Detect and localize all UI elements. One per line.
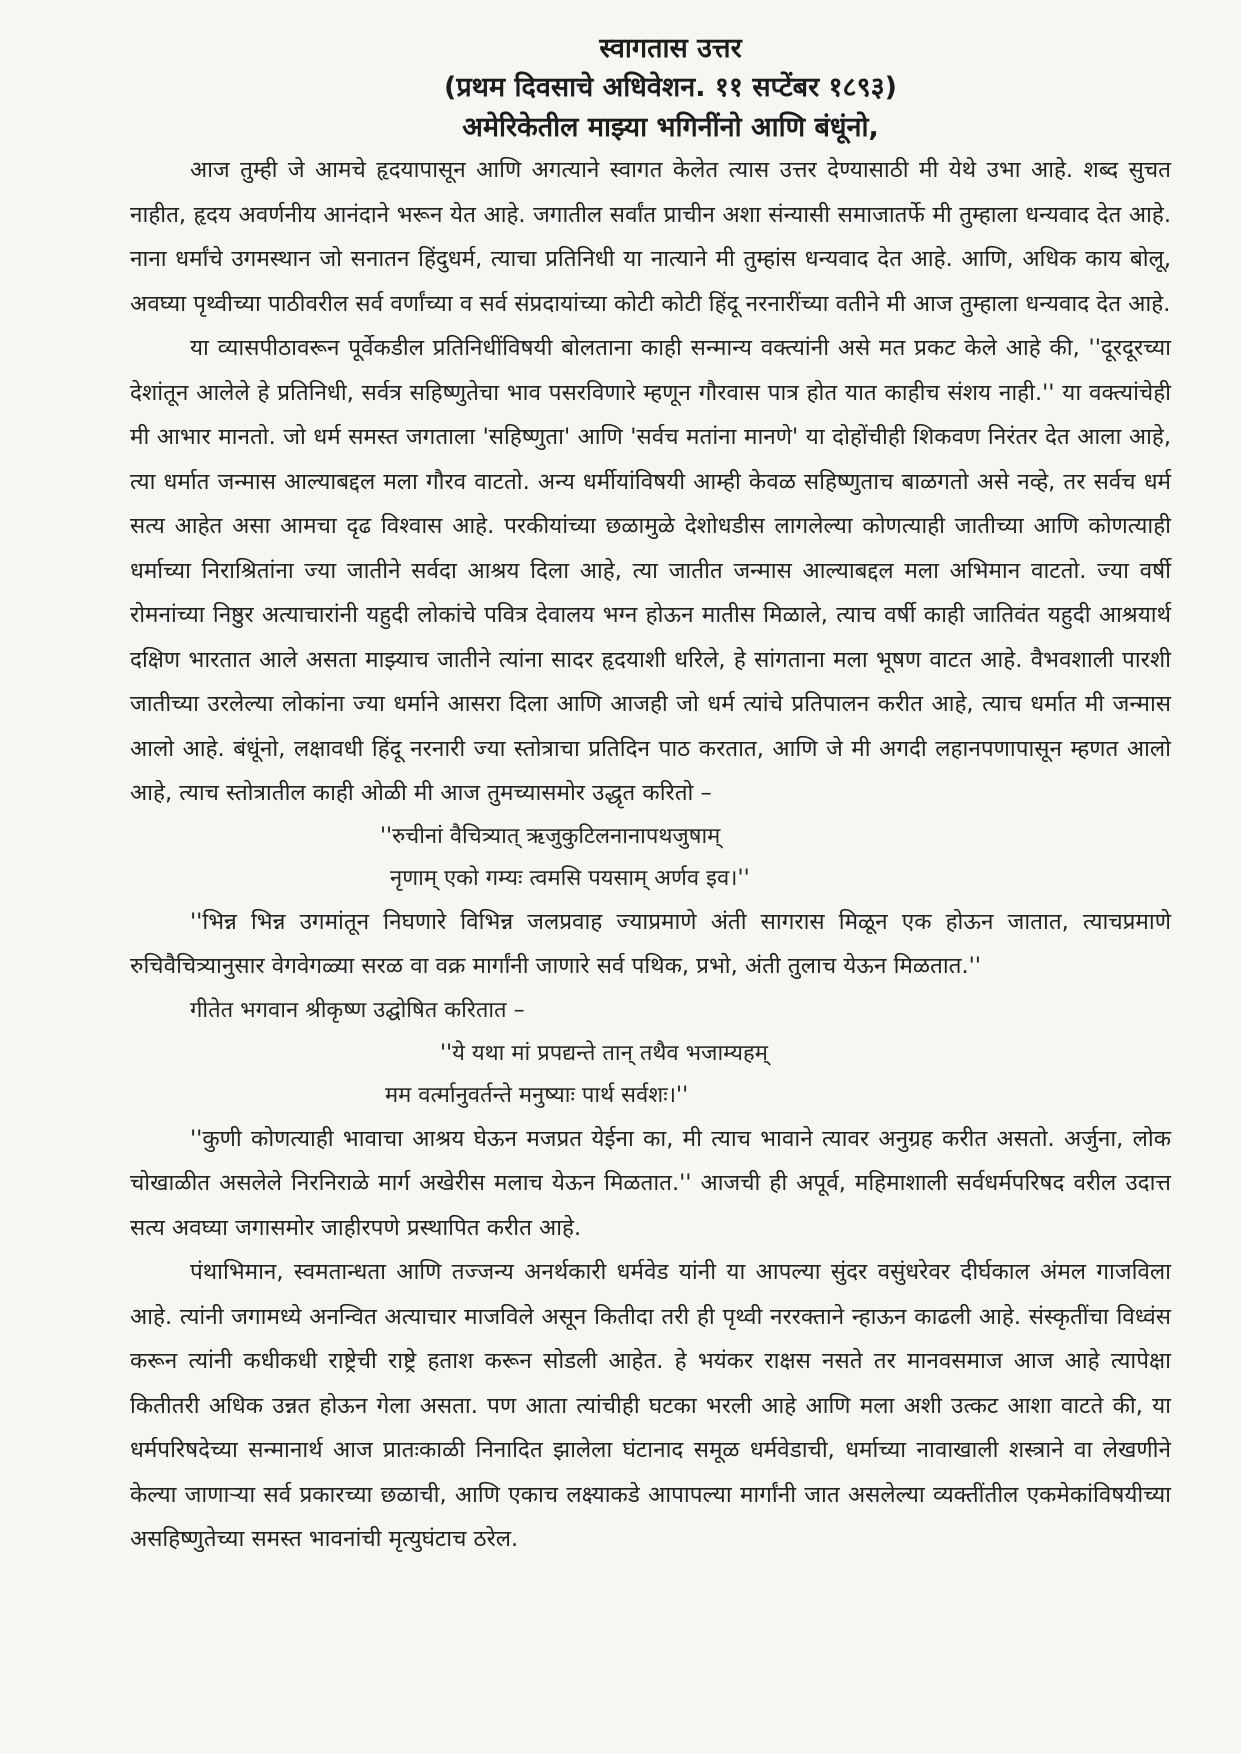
gita-intro: गीतेत भगवान श्रीकृष्ण उद्घोषित करितात – [190, 997, 525, 1023]
verse-2-line-1: ''ये यथा मां प्रपद्यन्ते तान् तथैव भजाम्यहम् [440, 1040, 768, 1066]
paragraph-fanaticism: पंथाभिमान, स्वमतान्धता आणि तज्जन्य अनर्थकारी धर्मवेड यांनी या आपल्या सुंदर वसुंधरेवर दीर्घकाल अंमल गाजविला आहे. त्यांनी जगामध्ये अनन्वित अत्याचार माजविले असून कितीदा तरी ही पृथ्वी नररक्ताने न्हाऊन काढली आहे. संस्कृतींचा विध्वंस करून त्यांनी कधीकधी राष्ट्रेची राष्ट्रे हताश करून सोडली आहेत. हे भयंकर राक्षस नसते तर मानवसमाज आज आहे त्यापेक्षा कितीतरी अधिक उन्नत होऊन गेला असता. पण आता त्यांचीही घटका भरली आहे आणि मला अशी उत्कट आशा वाटते की, या धर्मपरिषदेच्या सन्मानार्थ आज प्रातःकाळी निनादित झालेला घंटानाद समूळ धर्मवेडाची, धर्माच्या नावाखाली शस्त्राने वा लेखणीने केल्या जाणाऱ्या सर्व प्रकारच्या छळाची, आणि एकाच लक्ष्याकडे आपापल्या मार्गांनी जात असलेल्या व्यक्तींतील एकमेकांविषयीच्या असहिष्णुतेच्या समस्त भावनांची मृत्युघंटाच ठरेल. [130, 1259, 1171, 1552]
salutation: अमेरिकेतील माझ्या भगिनींनो आणि बंधूंनो, [462, 112, 879, 143]
verse-1-line-2: नृणाम् एको गम्यः त्वमसि पयसाम् अर्णव इव।'' [390, 865, 750, 891]
verse-1-line-1: ''रुचीनां वैचित्र्यात् ऋजुकुटिलनानापथजुषाम् [380, 823, 721, 849]
document-title: स्वागतास उत्तर [599, 33, 742, 64]
paragraph-tolerance: या व्यासपीठावरून पूर्वेकडील प्रतिनिधींविषयी बोलताना काही सन्मान्य वक्त्यांनी असे मत प्रकट केले आहे की, ''दूरदूरच्या देशांतून आलेले हे प्रतिनिधी, सर्वत्र सहिष्णुतेचा भाव पसरविणारे म्हणून गौरवास पात्र होत यात काहीच संशय नाही.'' या वक्त्यांचेही मी आभार मानतो. जो धर्म समस्त जगताला 'सहिष्णुता' आणि 'सर्वच मतांना मानणे' या दोहोंचीही शिकवण निरंतर देत आला आहे, त्या धर्मात जन्मास आल्याबद्दल मला गौरव वाटतो. अन्य धर्मीयांविषयी आम्ही केवळ सहिष्णुताच बाळगतो असे नव्हे, तर सर्वच धर्म सत्य आहेत असा आमचा दृढ विश्वास आहे. परकीयांच्या छळामुळे देशोधडीस लागलेल्या कोणत्याही जातीच्या आणि कोणत्याही धर्माच्या निराश्रितांना ज्या जातीने सर्वदा आश्रय दिला आहे, त्या जातीत जन्मास आल्याबद्दल मला अभिमान वाटतो. ज्या वर्षी रोमनांच्या निष्ठुर अत्याचारांनी यहुदी लोकांचे पवित्र देवालय भग्न होऊन मातीस मिळाले, त्याच वर्षी काही जातिवंत यहुदी आश्रयार्थ दक्षिण भारतात आले असता माझ्याच जातीने त्यांना सादर हृदयाशी धरिले, हे सांगताना मला भूषण वाटत आहे. वैभवशाली पारशी जातीच्या उरलेल्या लोकांना ज्या धर्माने आसरा दिला आणि आजही जो धर्म त्यांचे प्रतिपालन करीत आहे, त्याच धर्मात मी जन्मास आलो आहे. बंधूंनो, लक्षावधी हिंदू नरनारी ज्या स्तोत्राचा प्रतिदिन पाठ करतात, आणि जे मी अगदी लहानपणापासून म्हणत आलो आहे, त्याच स्तोत्रातील काही ओळी मी आज तुमच्यासमोर उद्धृत करितो – [130, 335, 1171, 806]
verse-2-line-2: मम वर्त्मानुवर्तन्ते मनुष्याः पार्थ सर्वशः।'' [385, 1082, 689, 1108]
session-subtitle: (प्रथम दिवसाचे अधिवेशन. ११ सप्टेंबर १८९३) [443, 72, 898, 103]
paragraph-welcome: आज तुम्ही जे आमचे हृदयापासून आणि अगत्याने स्वागत केलेत त्यास उत्तर देण्यासाठी मी येथे उभा आहे. शब्द सुचत नाहीत, हृदय अवर्णनीय आनंदाने भरून येत आहे. जगातील सर्वांत प्राचीन अशा संन्यासी समाजातर्फे मी तुम्हाला धन्यवाद देत आहे. नाना धर्मांचे उगमस्थान जो सनातन हिंदुधर्म, त्याचा प्रतिनिधी या नात्याने मी तुम्हांस धन्यवाद देत आहे. आणि, अधिक काय बोलू, अवघ्या पृथ्वीच्या पाठीवरील सर्व वर्णांच्या व सर्व संप्रदायांच्या कोटी कोटी हिंदू नरनारींच्या वतीने मी आज तुम्हाला धन्यवाद देत आहे. [130, 157, 1171, 317]
paragraph-gita-translation: ''कुणी कोणत्याही भावाचा आश्रय घेऊन मजप्रत येईना का, मी त्याच भावाने त्यावर अनुग्रह करीत असतो. अर्जुना, लोक चोखाळीत असलेले निरनिराळे मार्ग अखेरीस मलाच येऊन मिळतात.'' आजची ही अपूर्व, महिमाशाली सर्वधर्मपरिषद वरील उदात्त सत्य अवघ्या जगासमोर जाहीरपणे प्रस्थापित करीत आहे. [130, 1125, 1171, 1241]
document-header [170, 30, 1171, 148]
paragraph-verse-translation: ''भिन्न भिन्न उगमांतून निघणारे विभिन्न जलप्रवाह ज्याप्रमाणे अंती सागरास मिळून एक होऊन जातात, त्याचप्रमाणे रुचिवैचित्र्यानुसार वेगवेगळ्या सरळ वा वक्र मार्गांनी जाणारे सर्व पथिक, प्रभो, अंती तुलाच येऊन मिळतात.'' [130, 908, 1171, 979]
